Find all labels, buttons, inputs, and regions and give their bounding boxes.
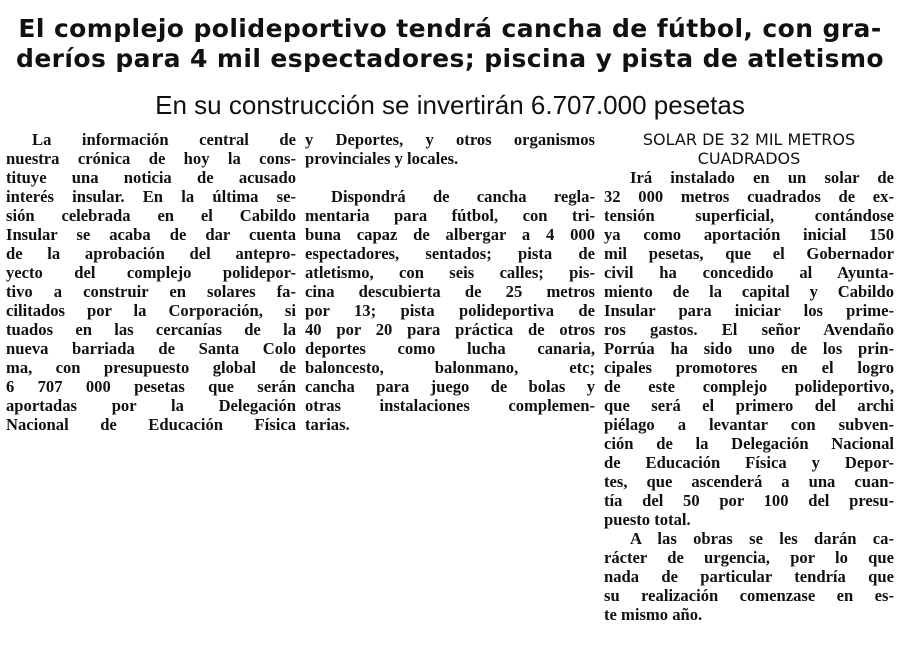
column-3-line: A las obras se les darán ca- [630, 529, 894, 548]
section-heading-line-2: CUADRADOS [697, 149, 801, 168]
column-3-line: Insular para iniciar los prime- [604, 301, 894, 320]
column-1-line: tituye una noticia de acusado [6, 168, 296, 187]
column-1-line: sión celebrada en el Cabildo [6, 206, 296, 225]
column-2-blank-line [305, 168, 595, 187]
column-2-line: Dispondrá de cancha regla- [331, 187, 595, 206]
headline-line-2: deríos para 4 mil espectadores; piscina y pista de atletismo [16, 44, 884, 73]
section-heading-line-1: SOLAR DE 32 MIL METROS [642, 130, 856, 149]
column-3-line: tensión superficial, contándose [604, 206, 894, 225]
column-2-line: buna capaz de albergar a 4 000 [305, 225, 595, 244]
column-3-line: 32 000 metros cuadrados de ex- [604, 187, 894, 206]
column-3-line: ción de la Delegación Nacional [604, 434, 894, 453]
column-2-line: otras instalaciones complemen- [305, 396, 595, 415]
column-2-line: cancha para juego de bolas y [305, 377, 595, 396]
column-3-line: nada de particular tendría que [604, 567, 894, 586]
headline-line-1: El complejo polideportivo tendrá cancha de fútbol, con gra- [18, 14, 882, 43]
column-1-line: tuados en las cercanías de la [6, 320, 296, 339]
column-1-line: aportadas por la Delegación [6, 396, 296, 415]
column-3-line: ya como aportación inicial 150 [604, 225, 894, 244]
column-1-line: cilitados por la Corporación, si [6, 301, 296, 320]
column-1-line: interés insular. En la última se- [6, 187, 296, 206]
column-3-line: tes, que ascenderá a una cuan- [604, 472, 894, 491]
column-3-line: de Educación Física y Depor- [604, 453, 894, 472]
column-3-line: su realización comenzase en es- [604, 586, 894, 605]
article-column-1 [6, 130, 296, 434]
column-2-line: baloncesto, balonmano, etc; [305, 358, 595, 377]
column-2-line: atletismo, con seis calles; pis- [305, 263, 595, 282]
column-3-line: tía del 50 por 100 del presu- [604, 491, 894, 510]
column-2-line: espectadores, sentados; pista de [305, 244, 595, 263]
column-3-line: que será el primero del archi [604, 396, 894, 415]
column-2-line: cina descubierta de 25 metros [305, 282, 595, 301]
column-3-line: piélago a levantar con subven- [604, 415, 894, 434]
column-3-line: ros gastos. El señor Avendaño [604, 320, 894, 339]
column-3-line: cipales promotores en el logro [604, 358, 894, 377]
column-3-line: de este complejo polideportivo, [604, 377, 894, 396]
column-3-line: mil pesetas, que el Gobernador [604, 244, 894, 263]
column-2-line: y Deportes, y otros organismos [305, 130, 595, 149]
column-1-line: nueva barriada de Santa Colo [6, 339, 296, 358]
column-3-line: puesto total. [604, 510, 691, 529]
column-1-line: yecto del complejo polidepor- [6, 263, 296, 282]
column-2-line: por 13; pista polideportiva de [305, 301, 595, 320]
column-2-line: provinciales y locales. [305, 149, 459, 168]
column-1-line: ma, con presupuesto global de [6, 358, 296, 377]
column-1-line: La información central de [32, 130, 296, 149]
column-2-line: tarias. [305, 415, 350, 434]
column-1-line: Insular se acaba de dar cuenta [6, 225, 296, 244]
column-3-line: civil ha concedido al Ayunta- [604, 263, 894, 282]
column-1-line: Nacional de Educación Física [6, 415, 296, 434]
column-3-line: miento de la capital y Cabildo [604, 282, 894, 301]
headline [8, 14, 892, 74]
column-3-line: Irá instalado en un solar de [630, 168, 894, 187]
column-1-line: de la aprobación del antepro- [6, 244, 296, 263]
subheadline: En su construcción se invertirán 6.707.000 pesetas [155, 90, 745, 120]
column-2-line: deportes como lucha canaria, [305, 339, 595, 358]
column-3-line: Porrúa ha sido uno de los prin- [604, 339, 894, 358]
column-2-line: 40 por 20 para práctica de otros [305, 320, 595, 339]
article-column-3 [604, 130, 894, 624]
column-1-line: 6 707 000 pesetas que serán [6, 377, 296, 396]
column-1-line: tivo a construir en solares fa- [6, 282, 296, 301]
column-1-line: nuestra crónica de hoy la cons- [6, 149, 296, 168]
article-column-2 [305, 130, 595, 434]
column-3-line: te mismo año. [604, 605, 703, 624]
column-2-line: mentaria para fútbol, con tri- [305, 206, 595, 225]
column-3-line: rácter de urgencia, por lo que [604, 548, 894, 567]
